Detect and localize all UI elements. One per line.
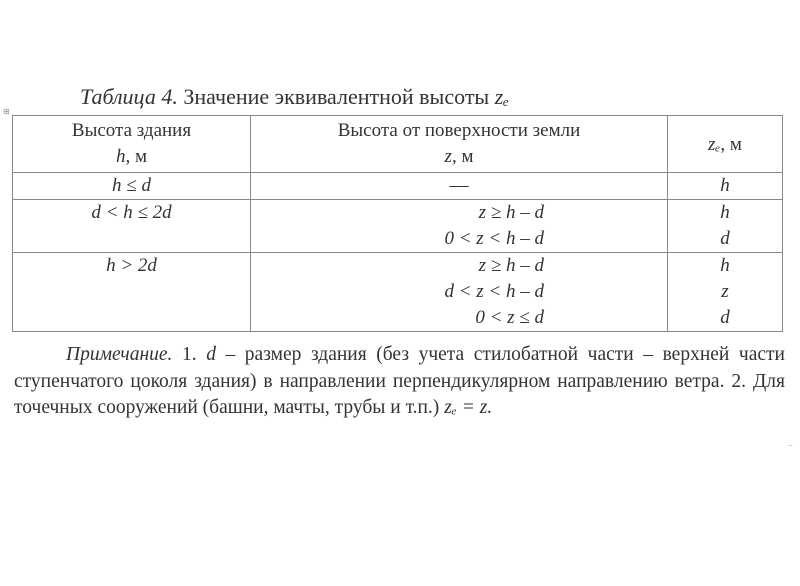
cell-h: h > 2d [13,253,251,332]
header-ground-height: Высота от поверхности земли z, м [251,116,668,173]
cell-ze: h d [668,200,783,253]
caption-label: Таблица 4. [80,84,178,109]
table-row [13,253,783,332]
caption-text: Значение эквивалентной высоты [183,84,490,109]
page-marker: – [788,440,792,449]
cell-ze: h [668,173,783,200]
cell-h: h ≤ d [13,173,251,200]
table-note: Примечание. 1. d – размер здания (без учета стилобатной части – верхней части ступенчатого цоколя здания) в направлении перпендикулярном направлению ветра. 2. Для точечных сооружений (башни, мачты, трубы и т.п.) zₑ = z. [14,344,786,418]
cell-z: z ≥ h – d d < z < h – d 0 < z ≤ d [251,253,668,332]
table-anchor-icon[interactable]: ⊞ [3,107,10,116]
table-row [13,200,783,253]
header-building-height: Высота здания h, м [13,116,251,173]
cell-h: d < h ≤ 2d [13,200,251,253]
table-row [13,173,783,200]
caption-symbol: zₑ [494,84,510,109]
equivalent-height-table [12,115,783,332]
cell-z: — [251,173,668,200]
cell-z: z ≥ h – d 0 < z < h – d [251,200,668,253]
header-ze: zₑ, м [668,116,783,173]
table-caption [80,84,509,110]
cell-ze: h z d [668,253,783,332]
table-header-row [13,116,783,173]
